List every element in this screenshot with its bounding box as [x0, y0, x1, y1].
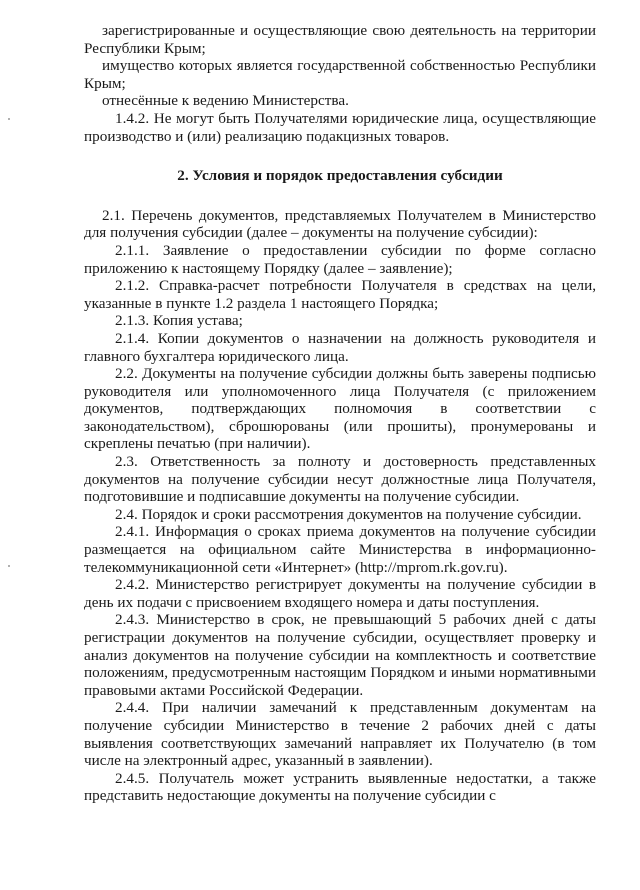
paragraph: 2.4.5. Получатель может устранить выявленные недостатки, а также представить недостающие документы на получение субсидии с: [84, 769, 596, 805]
paragraph: 2.2. Документы на получение субсидии должны быть заверены подписью руководителя или уполномоченного лица Получателя (с приложением документов, подтверждающих полномочия в соответствии с законодательством), сброшюрованы (или прошиты), пронумерованы и скреплены печатью (при наличии).: [84, 365, 596, 453]
paragraph: 2.4.3. Министерство в срок, не превышающий 5 рабочих дней с даты регистрации документов на получение субсидии, осуществляет проверку и анализ документов на получение субсидии на комплектность и соответствие положениям, предусмотренным настоящим Порядком и иными нормативными правовыми актами Российской Федерации.: [84, 611, 596, 699]
paragraph: 2.1.1. Заявление о предоставлении субсидии по форме согласно приложению к настоящему Порядку (далее – заявление);: [84, 241, 596, 277]
paragraph: 2.3. Ответственность за полноту и достоверность представленных документов на получение субсидии несут должностные лица Получателя, подготовившие и подписавшие документы на получение субсидии.: [84, 453, 596, 506]
scan-speck: [8, 565, 10, 567]
paragraph: 2.1. Перечень документов, представляемых Получателем в Министерство для получения субсидии (далее – документы на получение субсидии):: [84, 206, 596, 242]
paragraph: отнесённые к ведению Министерства.: [102, 92, 349, 110]
paragraph: 2.4.4. При наличии замечаний к представленным документам на получение субсидии Министерство в течение 2 рабочих дней с даты выявления соответствующих замечаний направляет их Получателю (в том числе на электронный адрес, указанный в заявлении).: [84, 699, 596, 770]
paragraph: 2.1.3. Копия устава;: [115, 312, 243, 330]
paragraph: 2.4.1. Информация о сроках приема документов на получение субсидии размещается на официальном сайте Министерства в информационно-телекоммуникационной сети «Интернет» (http://mprom.rk.gov.ru).: [84, 523, 596, 576]
paragraph: 2.1.4. Копии документов о назначении на должность руководителя и главного бухгалтера юридического лица.: [84, 329, 596, 365]
scan-speck: [8, 118, 10, 120]
paragraph: зарегистрированные и осуществляющие свою деятельность на территории Республики Крым;: [84, 22, 596, 57]
paragraph: 2.4. Порядок и сроки рассмотрения документов на получение субсидии.: [115, 505, 582, 523]
paragraph: 2.4.2. Министерство регистрирует документы на получение субсидии в день их подачи с присвоением входящего номера и даты поступления.: [84, 576, 596, 611]
paragraph: имущество которых является государственной собственностью Республики Крым;: [84, 57, 596, 92]
section-heading: 2. Условия и порядок предоставления субсидии: [177, 167, 503, 185]
document-page: [84, 22, 596, 805]
paragraph: 2.1.2. Справка-расчет потребности Получателя в средствах на цели, указанные в пункте 1.2 раздела 1 настоящего Порядка;: [84, 277, 596, 312]
paragraph: 1.4.2. Не могут быть Получателями юридические лица, осуществляющие производство и (или) реализацию подакцизных товаров.: [84, 109, 596, 145]
